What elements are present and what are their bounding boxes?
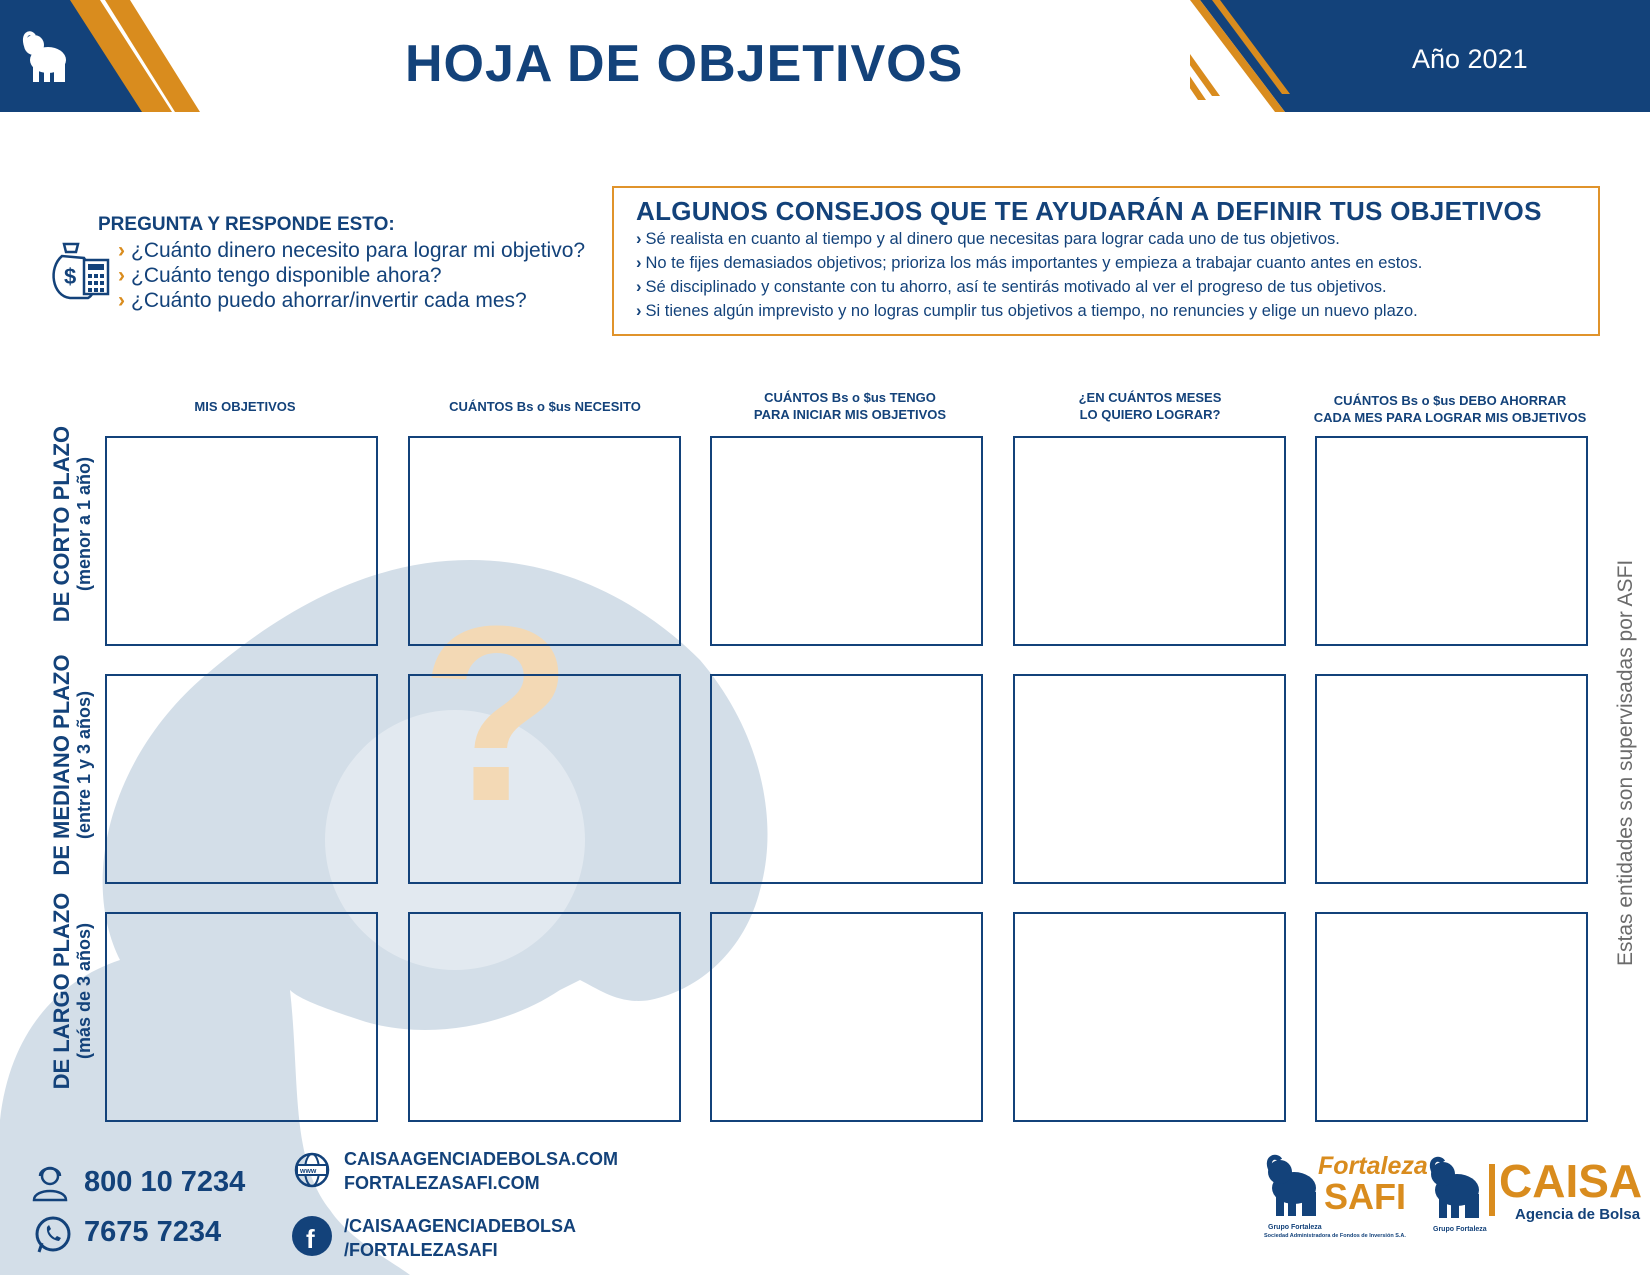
page-title: HOJA DE OBJETIVOS	[405, 35, 964, 93]
svg-text:?: ?	[420, 574, 573, 853]
chevron-right-icon: ›	[636, 254, 642, 272]
input-box[interactable]	[710, 436, 983, 646]
row-label-long-term: DE LARGO PLAZO (más de 3 años)	[49, 892, 94, 1090]
website-caisa-link[interactable]: CAISAAGENCIADEBOLSA.COM	[344, 1149, 619, 1169]
call-center-agent-icon	[30, 1162, 70, 1202]
questions-title: PREGUNTA Y RESPONDE ESTO:	[98, 214, 395, 235]
input-box[interactable]	[1013, 912, 1286, 1122]
question-item: › ¿Cuánto dinero necesito para lograr mi objetivo?	[118, 239, 586, 262]
column-header-objectives: MIS OBJETIVOS	[194, 399, 296, 414]
svg-text:www: www	[300, 1168, 317, 1175]
input-box[interactable]	[105, 436, 378, 646]
row-label-medium-term: DE MEDIANO PLAZO (entre 1 y 3 años)	[49, 654, 94, 876]
input-box[interactable]	[710, 674, 983, 884]
tips-title: ALGUNOS CONSEJOS QUE TE AYUDARÁN A DEFINIR TUS OBJETIVOS	[636, 196, 1542, 226]
whatsapp-icon	[33, 1214, 73, 1254]
caisa-logo: CAISA Agencia de Bolsa Grupo Fortaleza	[1425, 1154, 1615, 1236]
input-box[interactable]	[408, 436, 681, 646]
input-box[interactable]	[1013, 674, 1286, 884]
elephant-icon	[1262, 1150, 1324, 1222]
whatsapp-number[interactable]: 7675 7234	[84, 1216, 222, 1248]
facebook-icon	[292, 1216, 332, 1256]
supervision-note: Estas entidades son supervisadas por ASFI	[1614, 559, 1637, 966]
facebook-caisa-link[interactable]: /CAISAAGENCIADEBOLSA	[344, 1216, 577, 1236]
tip-item: › Sé disciplinado y constante con tu ahorro, así te sentirás motivado al ver el progreso de tus objetivos.	[636, 278, 1387, 296]
question-item: › ¿Cuánto tengo disponible ahora?	[118, 264, 442, 287]
column-header-amount-available: CUÁNTOS Bs o $us TENGO PARA INICIAR MIS OBJETIVOS	[753, 390, 947, 422]
year-label: Año 2021	[1412, 44, 1528, 74]
facebook-fortaleza-link[interactable]: /FORTALEZASAFI	[344, 1240, 498, 1260]
input-box[interactable]	[1315, 436, 1588, 646]
column-header-amount-needed: CUÁNTOS Bs o $us NECESITO	[449, 399, 641, 414]
input-box[interactable]	[1013, 436, 1286, 646]
input-box[interactable]	[105, 674, 378, 884]
tip-item: › No te fijes demasiados objetivos; prioriza los más importantes y empieza a trabajar cuanto antes en estos.	[636, 254, 1423, 272]
column-header-monthly-saving: CUÁNTOS Bs o $us DEBO AHORRAR CADA MES PARA LOGRAR MIS OBJETIVOS	[1313, 393, 1587, 425]
input-box[interactable]	[1315, 912, 1588, 1122]
caisa-logo-bar	[1489, 1164, 1495, 1216]
input-box[interactable]	[710, 912, 983, 1122]
money-bag-calculator-icon	[48, 238, 118, 308]
tip-item: › Si tienes algún imprevisto y no logras cumplir tus objetivos a tiempo, no renuncies y elige un nuevo plazo.	[636, 302, 1418, 320]
elephant-icon	[1425, 1154, 1489, 1224]
chevron-right-icon: ›	[636, 230, 642, 248]
row-label-short-term: DE CORTO PLAZO (menor a 1 año)	[49, 425, 94, 623]
fortaleza-safi-logo: Fortaleza SAFI Grupo Fortaleza Sociedad Administradora de Fondos de Inversión S.A.	[1264, 1152, 1428, 1239]
chevron-right-icon: ›	[118, 289, 125, 312]
svg-text:$: $	[64, 264, 77, 289]
questions-list	[118, 238, 585, 313]
chevron-right-icon: ›	[118, 264, 125, 287]
phone-number[interactable]: 800 10 7234	[84, 1166, 246, 1198]
input-box[interactable]	[408, 912, 681, 1122]
question-item: › ¿Cuánto puedo ahorrar/invertir cada mes?	[118, 289, 527, 312]
header-left-banner	[0, 0, 200, 112]
website-links	[344, 1147, 618, 1195]
chevron-right-icon: ›	[118, 239, 125, 262]
chevron-right-icon: ›	[636, 302, 642, 320]
facebook-links	[344, 1214, 576, 1262]
chevron-right-icon: ›	[636, 278, 642, 296]
column-header-months: ¿EN CUÁNTOS MESES LO QUIERO LOGRAR?	[1078, 390, 1222, 422]
website-globe-icon	[293, 1151, 331, 1189]
website-fortaleza-link[interactable]: FORTALEZASAFI.COM	[344, 1173, 540, 1193]
tip-item: › Sé realista en cuanto al tiempo y al dinero que necesitas para lograr cada uno de tus objetivos.	[636, 230, 1340, 248]
input-box[interactable]	[1315, 674, 1588, 884]
input-box[interactable]	[105, 912, 378, 1122]
svg-text:f: f	[306, 1224, 315, 1254]
tips-box	[612, 186, 1600, 336]
input-box[interactable]	[408, 674, 681, 884]
